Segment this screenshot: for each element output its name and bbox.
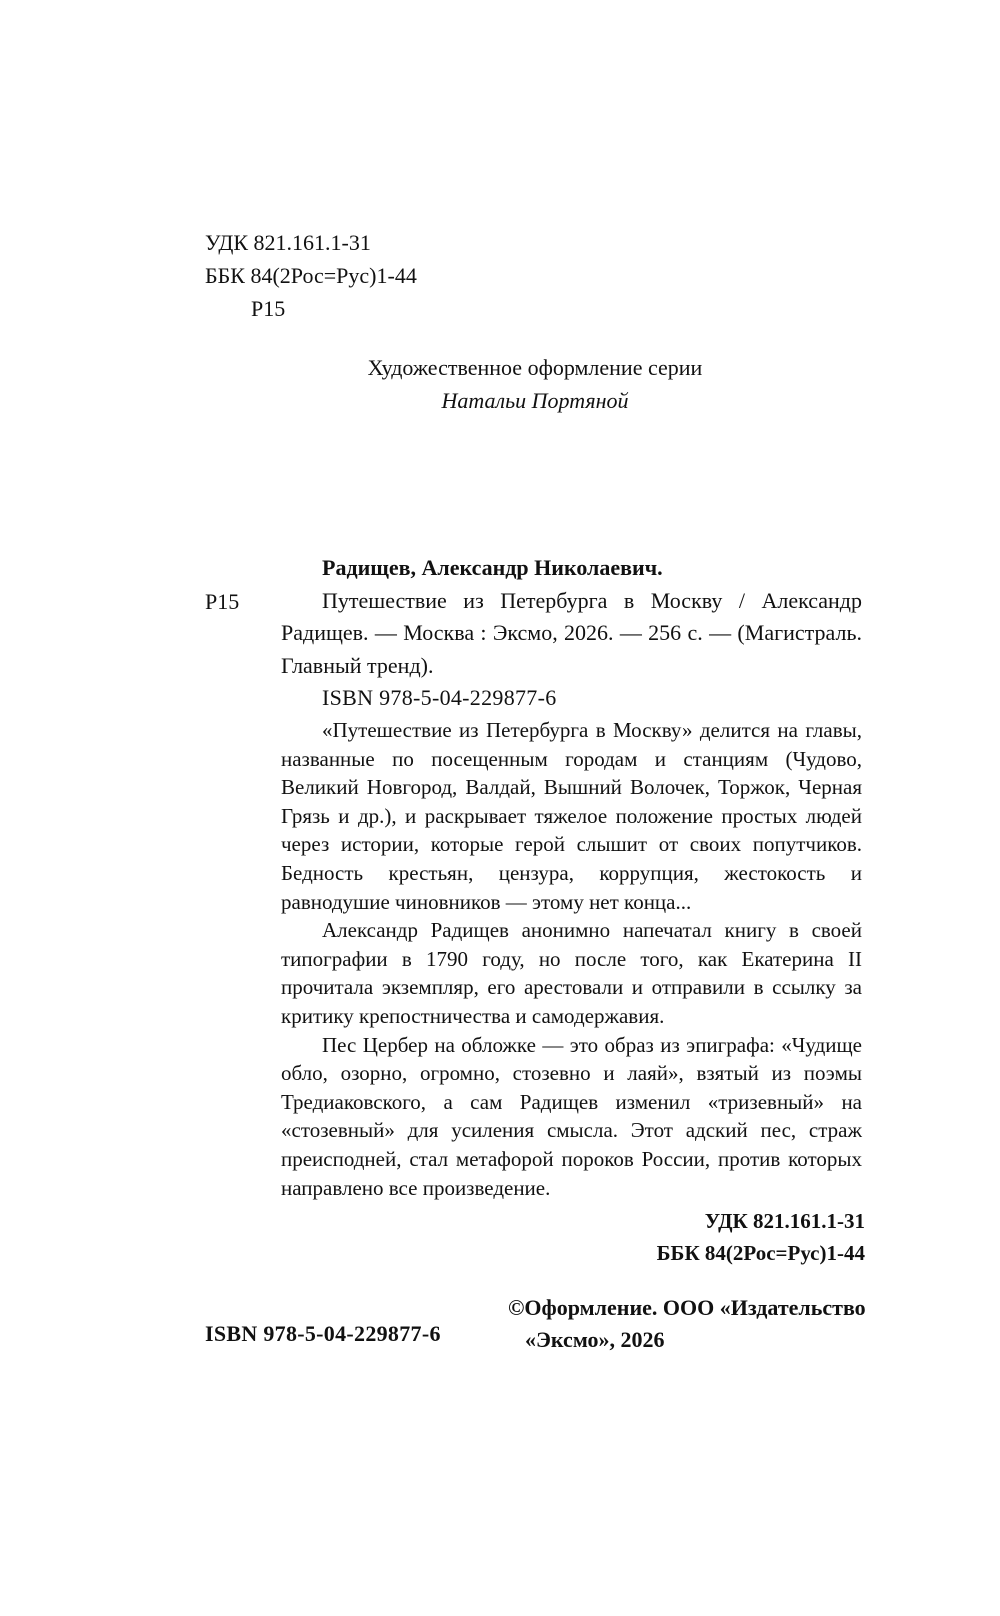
annotation-paragraph-2: Александр Радищев анонимно напечатал книгу в своей типографии в 1790 году, но после того, как Екатерина II прочитала экземпляр, его арестовали и отправили в ссылку за критику крепостничества и самодержавия. — [281, 918, 862, 1028]
bbk-code-bottom: ББК 84(2Рос=Рус)1-44 — [656, 1241, 865, 1265]
author-name: Радищев, Александр Николаевич. — [322, 555, 663, 580]
series-design-label: Художественное оформление серии — [367, 355, 703, 380]
bbk-code-top: ББК 84(2Рос=Рус)1-44 — [205, 263, 417, 288]
bibliographic-description: Путешествие из Петербурга в Москву / Александр Радищев. — Москва : Эксмо, 2026. — 256 с. — (Магистраль. Главный тренд). — [281, 587, 862, 678]
classification-codes-top — [205, 226, 417, 325]
copyright-line-2: «Эксмо», 2026 — [525, 1327, 665, 1352]
annotation-paragraph-1: «Путешествие из Петербурга в Москву» делится на главы, названные по посещенным городам и станциям (Чудово, Великий Новгород, Валдай, Вышний Волочек, Торжок, Черная Грязь и др.), и раскрывает тяжелое положение простых людей через истории, которые герой слышит от своих попутчиков. Бедность крестьян, цензура, коррупция, жестокость и равнодушие чиновников — этому нет конца... — [281, 718, 862, 914]
copyright-line-1: ©Оформление. ООО «Издательство — [508, 1295, 866, 1320]
isbn-catalog: ISBN 978-5-04-229877-6 — [322, 685, 557, 710]
catalog-margin-code: Р15 — [205, 589, 240, 614]
author-sign-top: Р15 — [251, 296, 286, 321]
series-designer-name: Натальи Портяной — [441, 388, 629, 413]
udk-code-bottom: УДК 821.161.1-31 — [704, 1209, 865, 1233]
udk-code-top: УДК 821.161.1-31 — [205, 230, 371, 255]
copyright-notice — [508, 1292, 866, 1356]
series-design-note — [205, 351, 865, 417]
isbn-footer: ISBN 978-5-04-229877-6 — [205, 1321, 441, 1346]
classification-codes-bottom — [657, 1205, 865, 1269]
annotation — [281, 716, 862, 1202]
catalog-entry — [281, 552, 862, 715]
annotation-paragraph-3: Пес Цербер на обложке — это образ из эпиграфа: «Чудище обло, озорно, огромно, стозевно и лаяй», взятый из поэмы Тредиаковского, а сам Радищев изменил «тризевный» на «стозевный» для усиления смысла. Этот адский пес, страж преисподней, стал метафорой пороков России, против которых направлено все произведение. — [281, 1032, 862, 1200]
